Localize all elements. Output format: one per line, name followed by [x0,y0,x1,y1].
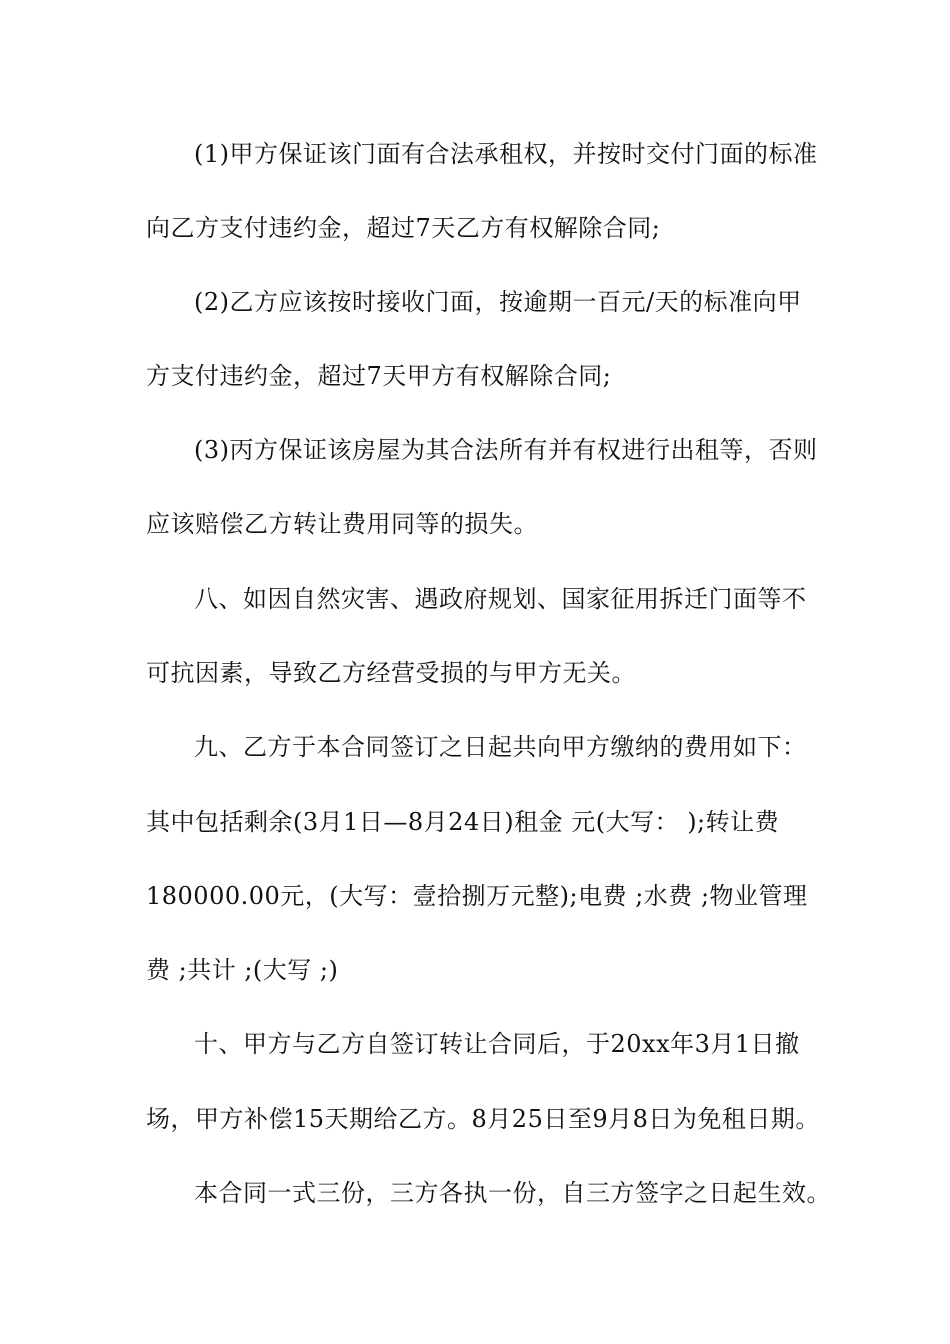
clause-7-2-line-2: 方支付违约金，超过7天甲方有权解除合同; [146,362,612,390]
clause-10-line-1: 十、甲方与乙方自签订转让合同后，于20xx年3月1日撤 [194,1030,800,1058]
clause-9-line-1: 九、乙方于本合同签订之日起共向甲方缴纳的费用如下： [194,733,807,761]
clause-8-line-2: 可抗因素，导致乙方经营受损的与甲方无关。 [146,659,636,687]
closing-statement: 本合同一式三份，三方各执一份，自三方签字之日起生效。 [194,1179,831,1207]
clause-7-1-line-2: 向乙方支付违约金，超过7天乙方有权解除合同; [146,214,661,242]
clause-8-line-1: 八、如因自然灾害、遇政府规划、国家征用拆迁门面等不 [194,585,807,613]
clause-7-2-line-1: (2)乙方应该按时接收门面，按逾期一百元/天的标准向甲 [194,288,802,316]
clause-7-3-line-2: 应该赔偿乙方转让费用同等的损失。 [146,510,538,538]
clause-7-1-line-1: (1)甲方保证该门面有合法承租权，并按时交付门面的标准 [194,140,818,168]
clause-9-line-3: 180000.00元，(大写：壹拾捌万元整);电费 ;水费 ;物业管理 [146,882,808,910]
clause-9-line-2: 其中包括剩余(3月1日—8月24日)租金 元(大写： );转让费 [146,808,780,836]
clause-9-line-4: 费 ;共计 ;(大写 ;) [146,956,339,984]
clause-7-3-line-1: (3)丙方保证该房屋为其合法所有并有权进行出租等，否则 [194,436,818,464]
clause-10-line-2: 场，甲方补偿15天期给乙方。8月25日至9月8日为免租日期。 [146,1105,820,1133]
